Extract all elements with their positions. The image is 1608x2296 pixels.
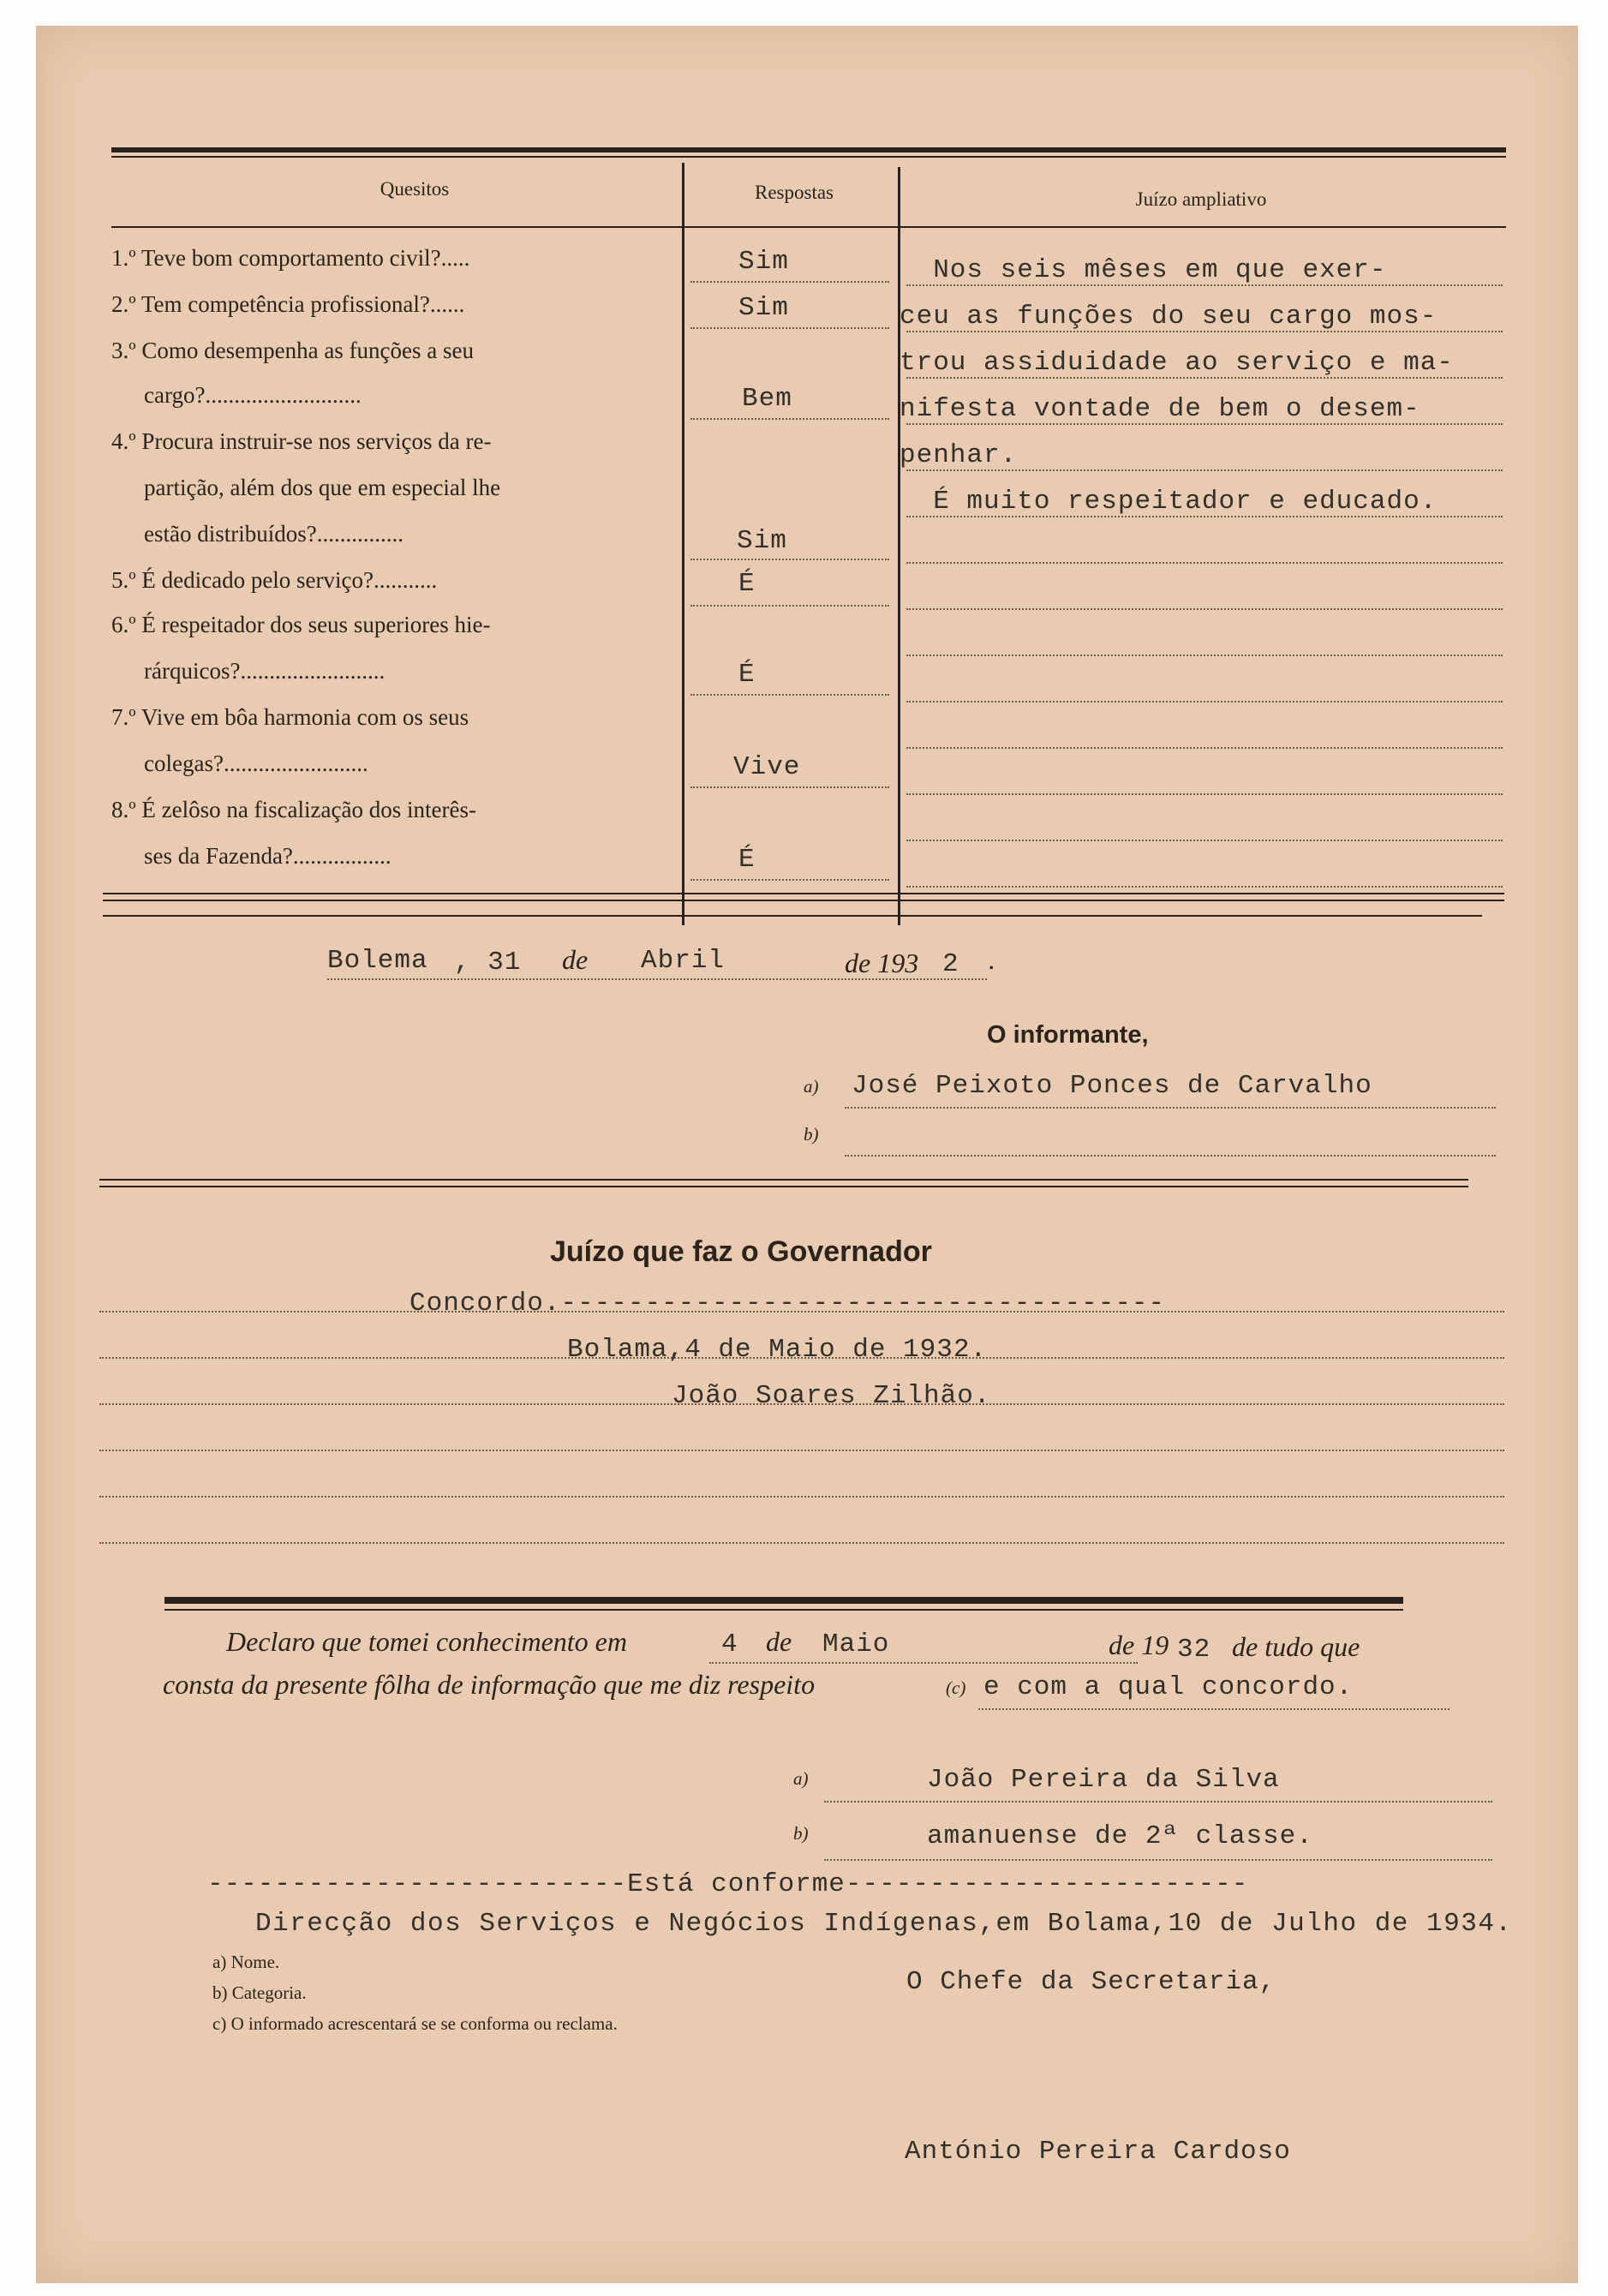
- top-rule-thin: [111, 156, 1506, 158]
- declaracao-c-label: (c): [946, 1677, 966, 1698]
- declaracao-line-2: consta da presente fôlha de informação que me diz respeito: [163, 1669, 816, 1700]
- conforme-line-2: Direcção dos Serviços e Negócios Indígenas,em Bolama,10 de Julho de 1934.: [255, 1909, 1513, 1939]
- header-juizo: Juízo ampliativo: [1135, 188, 1267, 210]
- question-3: 3.º Como desempenha as funções a seu: [111, 338, 475, 363]
- governador-title: Juízo que faz o Governador: [550, 1235, 932, 1268]
- declaracao-text-2: de 19: [1109, 1629, 1169, 1660]
- chefe-title: O Chefe da Secretaria,: [906, 1967, 1276, 1997]
- informante-name: José Peixoto Ponces de Carvalho: [852, 1071, 1372, 1101]
- answer-2: Sim: [738, 293, 789, 323]
- date-day: , 31: [454, 948, 522, 978]
- header-respostas: Respostas: [755, 182, 834, 203]
- question-3-cont: cargo?...........................: [144, 382, 362, 408]
- date-year-digit: 2: [942, 949, 959, 979]
- juizo-line-3: trou assiduidade ao serviço e ma-: [900, 348, 1454, 378]
- answer-3: Bem: [742, 384, 792, 414]
- declaracao-month: Maio: [822, 1629, 890, 1659]
- column-divider-1: [682, 163, 684, 925]
- declaracao-value: e com a qual concordo.: [983, 1672, 1354, 1702]
- declaracao-de: de: [766, 1626, 792, 1657]
- declaracao-day: 4: [721, 1629, 738, 1659]
- question-5: 5.º É dedicado pelo serviço?...........: [111, 567, 438, 593]
- answer-6: É: [738, 660, 756, 690]
- informante-a-label: a): [804, 1076, 819, 1097]
- question-4-cont: partição, além dos que em especial lhe: [144, 475, 501, 500]
- header-underline: [111, 226, 1506, 228]
- date-end: .: [989, 944, 995, 975]
- top-rule: [111, 147, 1506, 152]
- question-6-cont: rárquicos?.........................: [144, 658, 386, 684]
- date-place: Bolema: [327, 946, 428, 976]
- conforme-line-1: -------------------------Está conforme------------------------: [207, 1869, 1249, 1899]
- signature-b-label: b): [793, 1823, 809, 1844]
- heavy-rule-thin: [164, 1609, 1403, 1611]
- question-4: 4.º Procura instruir-se nos serviços da re-: [111, 428, 492, 454]
- juizo-line-2: ceu as funções do seu cargo mos-: [900, 302, 1438, 332]
- question-8-cont: ses da Fazenda?.................: [144, 843, 392, 869]
- header-quesitos: Quesitos: [380, 178, 450, 200]
- juizo-line-6: É muito respeitador e educado.: [900, 487, 1438, 517]
- table-bottom-rule-2: [103, 900, 1504, 901]
- declaracao-year: 32: [1177, 1635, 1211, 1665]
- declaracao-text-3: de tudo que: [1232, 1631, 1360, 1662]
- governador-line-1: Concordo.------------------------------------: [409, 1289, 1166, 1318]
- answer-8: É: [738, 845, 756, 875]
- separator-rule-2: [99, 1186, 1468, 1187]
- question-8: 8.º É zelôso na fiscalização dos interês-: [111, 797, 476, 822]
- date-month: Abril: [641, 946, 726, 976]
- question-7-cont: colegas?.........................: [144, 750, 368, 776]
- governador-line-2: Bolama,4 de Maio de 1932.: [567, 1335, 988, 1365]
- table-bottom-rule: [103, 893, 1504, 894]
- answer-1: Sim: [738, 247, 789, 277]
- question-7: 7.º Vive em bôa harmonia com os seus: [111, 704, 469, 730]
- signature-name: João Pereira da Silva: [927, 1765, 1280, 1795]
- answer-4: Sim: [737, 526, 787, 556]
- informante-title: O informante,: [987, 1021, 1149, 1049]
- declaracao-text-1: Declaro que tomei conhecimento em: [226, 1626, 627, 1657]
- informante-b-label: b): [804, 1124, 819, 1145]
- question-2: 2.º Tem competência profissional?......: [111, 291, 465, 317]
- question-4-cont2: estão distribuídos?...............: [144, 521, 403, 547]
- answer-5: É: [738, 569, 756, 599]
- question-6: 6.º É respeitador dos seus superiores hie-: [111, 612, 491, 637]
- footnote-b: b) Categoria.: [212, 1982, 307, 2003]
- governador-line-3: João Soares Zilhão.: [672, 1381, 991, 1411]
- table-bottom-rule-3: [103, 915, 1482, 917]
- chefe-name: António Pereira Cardoso: [905, 2137, 1291, 2167]
- date-de-1: de: [562, 944, 589, 975]
- footnote-a: a) Nome.: [212, 1952, 280, 1972]
- signature-a-label: a): [793, 1768, 809, 1789]
- date-de-2: de 193: [845, 948, 919, 978]
- juizo-line-4: nifesta vontade de bem o desem-: [900, 394, 1420, 424]
- signature-category: amanuense de 2ª classe.: [927, 1821, 1313, 1851]
- juizo-line-1: Nos seis mêses em que exer-: [900, 255, 1387, 285]
- document-page: [36, 26, 1578, 2283]
- footnote-c: c) O informado acrescentará se se conforma ou reclama.: [212, 2013, 618, 2034]
- answer-7: Vive: [733, 752, 801, 782]
- question-1: 1.º Teve bom comportamento civil?.....: [111, 245, 470, 271]
- juizo-line-5: penhar.: [900, 440, 1018, 470]
- heavy-rule: [164, 1597, 1403, 1604]
- separator-rule: [99, 1179, 1468, 1181]
